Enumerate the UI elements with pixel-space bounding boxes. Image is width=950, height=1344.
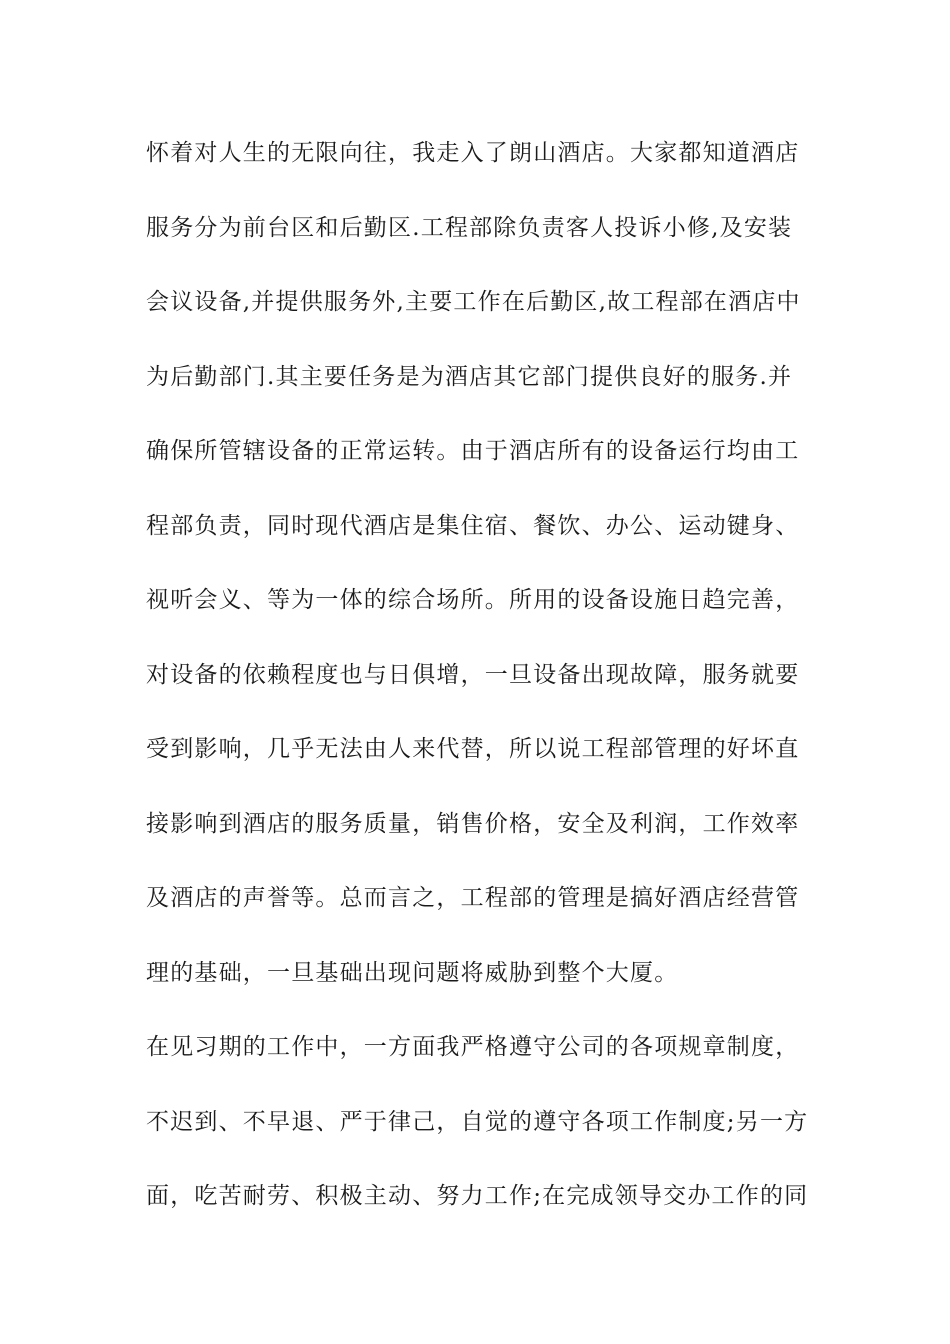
- text-line: 会议设备,并提供服务外,主要工作在后勤区,故工程部在酒店中: [146, 289, 801, 315]
- text-line: 对设备的依赖程度也与日俱增，一旦设备出现故障，服务就要: [146, 661, 800, 688]
- text-line: 受到影响，几乎无法由人来代替，所以说工程部管理的好坏直: [146, 736, 800, 762]
- text-line: 不迟到、不早退、严于律己，自觉的遵守各项工作制度;另一方: [146, 1108, 809, 1135]
- text-line: 在见习期的工作中，一方面我严格遵守公司的各项规章制度，: [146, 1034, 800, 1060]
- text-line: 为后勤部门.其主要任务是为酒店其它部门提供良好的服务.并: [146, 363, 793, 390]
- text-line: 理的基础，一旦基础出现问题将威胁到整个大厦。: [146, 959, 679, 986]
- text-line: 确保所管辖设备的正常运转。由于酒店所有的设备运行均由工: [146, 438, 800, 464]
- text-line: 程部负责，同时现代酒店是集住宿、餐饮、办公、运动键身、: [146, 512, 800, 539]
- text-line: 面，吃苦耐劳、积极主动、努力工作;在完成领导交办工作的同: [146, 1183, 809, 1209]
- text-line: 及酒店的声誉等。总而言之，工程部的管理是搞好酒店经营管: [146, 885, 800, 911]
- text-line: 服务分为前台区和后勤区.工程部除负责客人投诉小修,及安装: [146, 214, 793, 241]
- body-text: [146, 130, 826, 1248]
- text-line: 接影响到酒店的服务质量，销售价格，安全及利润，工作效率: [146, 810, 800, 837]
- text-line: 怀着对人生的无限向往，我走入了朗山酒店。大家都知道酒店: [146, 140, 800, 166]
- text-line: 视听会义、等为一体的综合场所。所用的设备设施日趋完善，: [146, 587, 800, 613]
